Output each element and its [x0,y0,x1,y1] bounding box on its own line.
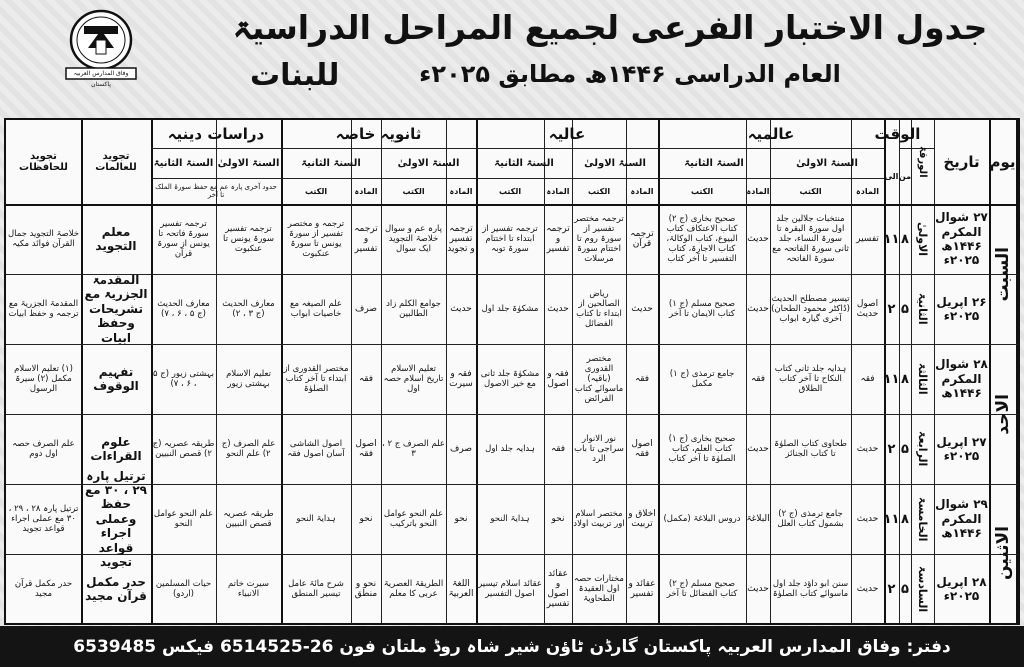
aliya-y2-subject: حدیث [547,304,569,314]
dirasat-y1: معارف الحدیث (ج ۳ ، ۲) [222,298,275,319]
tajweed-hafizat: حدر مکمل قرآن مجید [14,578,73,599]
exam-date: ۲۸ شوال المکرم ۱۴۴۶ھ [935,357,988,401]
time-to: ۱۱ [883,511,900,527]
alamiya-y2-subject: فقہ [750,374,766,384]
alamiya-y2-subject: حدیث [747,304,769,314]
header-thanawiya: ثانویہ خاصہ [335,125,422,143]
time-from: ۵ [901,441,909,457]
alamiya-y2-books: صحیح مسلم (ج ۲) کتاب الفضائل تا آخر [666,578,738,599]
time-to: ۲ [887,301,896,317]
thanawiya-y2-subject: نحو [359,514,373,524]
thanawiya-y1-subject: ترجمہ تفسیر و تجوید [447,224,475,254]
time-from: ۸ [901,511,909,527]
thanawiya-y2-subject: اصول فقہ [355,439,377,459]
thanawiya-y2-books: مختصر القدوری از ابتداء تا آخر کتاب الصلوٰۃ [283,363,349,395]
thanawiya-y2-subject: نحو و منطق [354,579,378,599]
exam-date: ۲۹ شوال المکرم ۱۴۴۶ھ [935,497,988,541]
aliya-y2-books: ہدایۃ النحو [490,513,530,524]
thanawiya-y1-books: الطریقۃ العصریۃ عربی کا معلم [383,578,444,599]
tajweed-alimat: حدر مکمل قرآن مجید [85,574,147,603]
alamiya-y1-subject: حدیث [856,584,879,594]
aliya-y1-subject: اخلاق و تربیت [628,509,656,529]
header-books: الکتب [690,186,714,196]
header-date: تاریخ [943,153,980,171]
tajweed-hafizat: المقدمۃ الجزریۃ مع ترجمہ و حفظ ابیات [8,298,79,319]
header-time-from: من [898,171,912,181]
header-subject: المادہ [630,186,654,196]
aliya-y1-subject: فقہ [634,374,650,384]
aliya-y1-books: مختصر القدوری (باقیہ) ماسوائے کتاب الفرائض [574,353,624,405]
time-from: ۵ [901,301,909,317]
paper-number: الثانیۃ [916,293,929,325]
alamiya-y1-subject: فقہ [860,374,875,384]
alamiya-y1-subject: اصول حدیث [856,299,879,319]
thanawiya-y1-books: جوامع الکلم زاد الطالبین [386,298,441,319]
dirasat-y2: معارف الحدیث (ج ۵ ، ۶ ، ۷) [157,298,210,319]
thanawiya-y1-books: پارہ عم و سوال خلاصۃ التجوید ایک سوال [384,223,443,255]
time-to: ۲ [887,441,896,457]
alamiya-y2-books: دروس البلاغۃ (مکمل) [663,513,741,524]
alamiya-y2-subject: حدیث [747,584,769,594]
footer-contact: دفتر: وفاق المدارس العربیہ پاکستان گارڈن ٹاؤن شیر شاہ روڈ ملتان فون 26-6514525 فیکس 6539485 [0,626,1024,667]
aliya-y2-books: مشکوٰۃ جلد اول [481,303,539,314]
exam-date: ۲۷ شوال المکرم ۱۴۴۶ھ ۲۰۲۵ء [935,210,988,268]
aliya-y2-books: عقائد اسلام تیسیر اصول التفسیر [478,578,542,599]
thanawiya-y1-books: علم الصرف ج ۲ ، ۳ [382,438,445,459]
aliya-y1-books: مختارات حصہ اول العقیدۃ الطحاویۃ [574,573,624,605]
header-books: الکتب [402,186,425,196]
header-alamiya-y1: السنۃ الاولیٰ [796,157,858,169]
aliya-y1-books: مختصر اسلام اور تربیت اولاد [573,508,625,529]
aliya-y2-subject: عقائد و اصول تفسیر [546,569,570,609]
header-weekday: یوم [989,153,1016,171]
header-time: الوقت [874,125,921,143]
weekday-saturday: السبت [992,246,1013,302]
alamiya-y1-books: سنن ابو داؤد جلد اول ماسوائے کتاب الصلوٰۃ [772,578,849,599]
dirasat-y1: طریقہ عصریہ قصص النبیین [223,508,274,529]
dirasat-y1: ترجمہ تفسیر سورۃ یونس تا عنکبوت [223,223,274,255]
header-subject: المادہ [746,186,770,196]
thanawiya-y1-books: تعلیم الاسلام تاریخ اسلام حصہ اول [383,363,444,395]
header-books: الکتب [498,186,522,196]
header-aliya: عالیہ [548,125,586,143]
time-to: ۱۱ [883,231,900,247]
thanawiya-y1-subject: صرف [450,444,472,454]
dirasat-y1: علم الصرف (ج ۲) علم النحو [221,438,276,459]
header-subject: المادہ [856,186,879,196]
alamiya-y2-subject: حدیث [747,444,769,454]
thanawiya-y2-subject: ترجمہ و تفسیر [354,224,378,254]
time-to: ۲ [887,581,896,597]
alamiya-y2-books: صحیح بخاری (ج ۲) کتاب الاعتکاف کتاب البیوع، کتاب الوکالۃ، کتاب الاجارۃ، کتاب التفسیر تا آخر کتاب [666,213,738,265]
tajweed-hafizat: علم الصرف حصہ اول دوم [12,438,75,459]
thanawiya-y1-subject: حدیث [450,304,472,314]
thanawiya-y2-books: شرح مائۃ عامل تیسیر المنطق [288,578,344,599]
alamiya-y1-books: ہدایہ جلد ثانی کتاب النکاح تا آخر کتاب الطلاق [774,363,847,395]
tajweed-alimat: تفہیم الوقوف [93,364,139,393]
exam-date: ۲۶ اپریل ۲۰۲۵ء [936,294,987,323]
page-title: جدول الاختبار الفرعی لجمیع المراحل الدراسیۃ [232,8,988,47]
tajweed-alimat: علوم القراءات [90,434,142,463]
paper-number: الاولیٰ [916,221,929,257]
dirasat-y2: طریقہ عصریہ (ج ۲) قصص النبیین [152,438,215,459]
aliya-y2-subject: فقہ [550,444,566,454]
aliya-y1-books: ترجمہ مختصر تفسیر از سورۃ روم تا اختتام سورۃ مرسلات [574,213,624,265]
alamiya-y2-subject: حدیث [747,234,769,244]
dirasat-y1: تعلیم الاسلام بہشتی زیور [226,368,271,389]
tajweed-alimat: معلم التجوید [95,224,137,253]
aliya-y2-books: مشکوٰۃ جلد ثانی مع خیر الاصول [480,368,540,389]
paper-number: السادسۃ [916,565,929,613]
thanawiya-y1-subject: نحو [454,514,468,524]
aliya-y1-subject: عقائد و تفسیر [628,579,656,599]
alamiya-y2-books: صحیح مسلم (ج ۱) کتاب الایمان تا آخر [668,298,736,319]
header-tajweed-alimat: تجوید للعالمات [95,151,137,173]
header-time-to: الی [884,171,899,181]
header-subject: المادہ [354,186,378,196]
header-tajweed-hafizat: تجوید للحافظات [19,151,68,173]
thanawiya-y1-subject: فقہ و سیرت [449,369,473,389]
exam-date: ۲۷ اپریل ۲۰۲۵ء [936,434,987,463]
header-paper: الورقۃ [917,146,928,178]
thanawiya-y2-books: ترجمہ و مختصر تفسیر از سورۃ یونس تا سورۃ عنکبوت [287,218,345,260]
tajweed-alimat: ترتیل پارہ ۲۹ ، ۳۰ مع حفظ وعملی اجراء قواعد تجوید [84,468,148,569]
thanawiya-y2-subject: فقہ [358,374,374,384]
time-from: ۸ [901,231,909,247]
alamiya-y1-books: تیسیر مصطلح الحدیث (ڈاکٹر محمود الطحان) آخری گیارہ ابواب [771,293,850,325]
thanawiya-y2-subject: صرف [355,304,377,314]
time-from: ۸ [901,371,909,387]
dirasat-y2: حیات المسلمین (اردو) [155,578,212,599]
wifaq-logo [62,8,140,88]
header-subject: المادہ [546,186,570,196]
logo-caption: وفاق المدارس العربیہ پاکستان [73,70,129,88]
aliya-y1-subject: حدیث [631,304,653,314]
exam-schedule-table [4,118,1020,625]
alamiya-y2-subject: البلاغۃ [746,514,770,524]
audience-label: للبنات [250,58,340,93]
weekday-monday: الاثنین [992,526,1013,581]
time-from: ۵ [901,581,909,597]
paper-number: الخامسۃ [916,496,929,542]
alamiya-y1-books: منتخبات جلالین جلد اول سورۃ البقرہ تا سورۃ النساء، جلد ثانی سورۃ الفاتحہ مع سورۃ الفاتحہ [772,213,849,265]
dirasat-y1: سیرت خاتم الانبیاء [228,578,269,599]
header-alamiya-y2: السنۃ الثانیۃ [684,157,744,169]
header-thanawiya-y2: السنۃ الثانیۃ [301,157,361,169]
alamiya-y2-books: صحیح بخاری (ج ۱) کتاب العلم، کتاب الصلوٰۃ تا آخر کتاب [668,433,736,465]
thanawiya-y1-subject: اللغۃ العربیۃ [448,579,474,599]
alamiya-y1-subject: تفسیر [856,234,879,244]
paper-number: الرابعۃ [916,431,929,467]
alamiya-y1-subject: حدیث [856,444,879,454]
alamiya-y1-subject: حدیث [856,514,879,524]
header-alamiya: عالمیہ [747,125,795,143]
tajweed-alimat: المقدمۃ الجزریۃ مع تشریحات وحفظ ابیات [84,273,148,345]
header-dirasat-note: حدود آخری پارہ عم مع حفظ سورۃ الملک تا آخر [155,183,277,199]
alamiya-y1-books: طحاوی کتاب الصلوٰۃ تا کتاب الجنائز [774,438,847,459]
academic-year: العام الدراسی ۱۴۴۶ھ مطابق ۲۰۲۵ء [419,60,841,88]
aliya-y2-subject: فقہ و اصول [547,369,569,389]
alamiya-y2-books: جامع ترمذی (ج ۱) مکمل [669,368,735,389]
exam-date: ۲۸ اپریل ۲۰۲۵ء [936,574,987,603]
dirasat-y2: بہشتی زیور (ج ۵ ، ۶ ، ۷) [152,368,215,389]
dirasat-y2: ترجمہ تفسیر سورۃ فاتحہ تا یونس از سورۃ قرآن [157,218,210,260]
alamiya-y1-books: جامع ترمذی (ج ۲) بشمول کتاب العلل [777,508,844,529]
header-dirasat-y1: السنۃ الاولیٰ [217,157,280,169]
header-subject: المادہ [449,186,473,196]
thanawiya-y2-books: ہدایۃ النحو [296,513,336,524]
header-books: الکتب [587,186,611,196]
header-books: الکتب [304,186,328,196]
thanawiya-y1-books: علم النحو عوامل النحو باترکیب [383,508,444,529]
dirasat-y2: علم النحو عوامل النحو [153,508,214,529]
header-dirasat-y2: السنۃ الثانیۃ [153,157,214,169]
aliya-y2-books: ترجمہ تفسیر از ابتداء تا اختتام سورۃ توبہ [482,223,538,255]
aliya-y1-books: نور الانوار سراجی تا باب الرد [574,433,624,465]
paper-number: الثالثۃ [916,363,929,395]
aliya-y2-subject: ترجمہ و تفسیر [546,224,570,254]
aliya-y1-books: ریاض الصالحین از ابتداء تا کتاب الفضائل [576,288,622,330]
weekday-sunday: الاحد [992,393,1013,435]
tajweed-hafizat: خلاصۃ التجوید جمال القرآن فوائد مکیہ [7,228,80,249]
aliya-y2-subject: نحو [551,514,565,524]
time-to: ۱۱ [883,371,900,387]
aliya-y1-subject: ترجمہ قرآن [630,229,654,249]
header-aliya-y1: السنۃ الاولیٰ [584,157,646,169]
header-dirasat: دراسات دینیہ [167,125,265,143]
header-books: الکتب [799,186,822,196]
aliya-y1-subject: اصول فقہ [631,439,653,459]
tajweed-hafizat: ترتیل پارہ ۲۸ ، ۲۹ ، ۳۰ مع عملی اجراء قواعد تجوید [8,503,79,535]
tajweed-hafizat: (۱) تعلیم الاسلام مکمل (۲) سیرۃ الرسول [14,363,73,395]
thanawiya-y2-books: علم الصیغہ مع خاصیات ابواب [290,298,342,319]
aliya-y2-books: ہدایہ جلد اول [485,443,535,454]
header-aliya-y2: السنۃ الثانیۃ [494,157,554,169]
thanawiya-y2-books: اصول الشاشی آسان اصول فقہ [287,438,345,459]
header-thanawiya-y1: السنۃ الاولیٰ [397,157,460,169]
